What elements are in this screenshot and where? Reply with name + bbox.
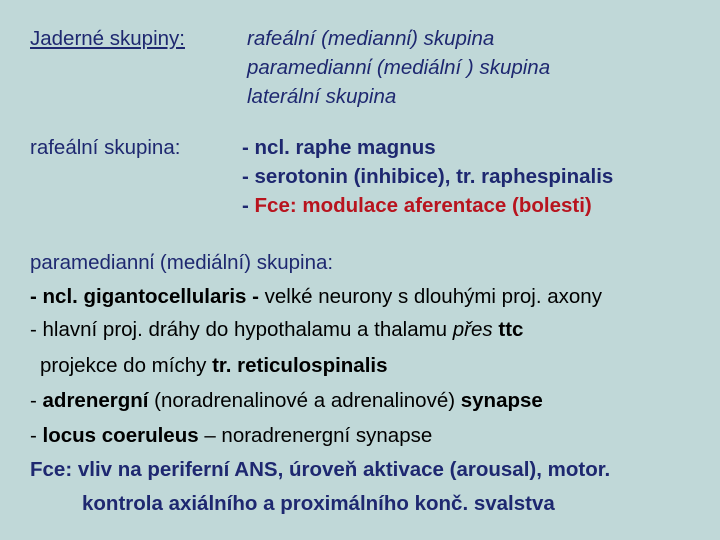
ttc-text: ttc bbox=[492, 318, 524, 341]
paramedian-function-line-2: kontrola axiálního a proximálního konč. svalstva bbox=[82, 492, 555, 515]
locus-coeruleus-text: locus coeruleus bbox=[42, 424, 199, 447]
paramedian-line-3 bbox=[40, 354, 388, 378]
via-text: přes bbox=[452, 318, 493, 341]
adrenergic-detail-text: (noradrenalinové a adrenalinové) bbox=[148, 389, 461, 412]
spinal-projection-text: projekce do míchy bbox=[40, 354, 213, 377]
reticulospinalis-text: tr. reticulospinalis bbox=[212, 354, 388, 377]
raphe-line-2: - serotonin (inhibice), tr. raphespinalis bbox=[242, 165, 614, 188]
coeruleus-dash: - bbox=[30, 424, 43, 447]
nuclei-groups-heading: Jaderné skupiny: bbox=[30, 27, 185, 50]
paramedian-line-4 bbox=[30, 389, 543, 413]
raphe-function-text: Fce: modulace aferentace (bolesti) bbox=[254, 194, 592, 217]
neurons-text: velké neurony s dlouhými proj. axony bbox=[264, 285, 602, 308]
raphe-line-3 bbox=[242, 194, 592, 218]
paramedian-line-5 bbox=[30, 424, 432, 448]
group-item-lateral: laterální skupina bbox=[247, 85, 397, 108]
paramedian-line-1 bbox=[30, 285, 602, 309]
adrenergic-dash: - bbox=[30, 389, 43, 412]
raphe-group-heading: rafeální skupina: bbox=[30, 136, 181, 159]
group-item-paramedian: paramediannί (mediální ) skupina bbox=[247, 56, 551, 79]
noradrenergic-text: – noradrenergní synapse bbox=[198, 424, 433, 447]
raphe-line-1: - ncl. raphe magnus bbox=[242, 136, 436, 159]
raphe-line-3-dash: - bbox=[242, 194, 255, 217]
paramedian-line-2 bbox=[30, 318, 523, 342]
synapse-text: synapse bbox=[460, 389, 543, 412]
paramedian-function-line-1: Fce: vliv na periferní ANS, úroveň aktivace (arousal), motor. bbox=[30, 458, 611, 481]
adrenergic-text: adrenergní bbox=[42, 389, 149, 412]
paramedian-group-heading: paramediannί (mediální) skupina: bbox=[30, 251, 334, 274]
gigantocellularis-text: - ncl. gigantocellularis - bbox=[30, 285, 265, 308]
projection-text: - hlavní proj. dráhy do hypothalamu a thalamu bbox=[30, 318, 453, 341]
group-item-raphe: rafeální (mediannί) skupina bbox=[247, 27, 495, 50]
